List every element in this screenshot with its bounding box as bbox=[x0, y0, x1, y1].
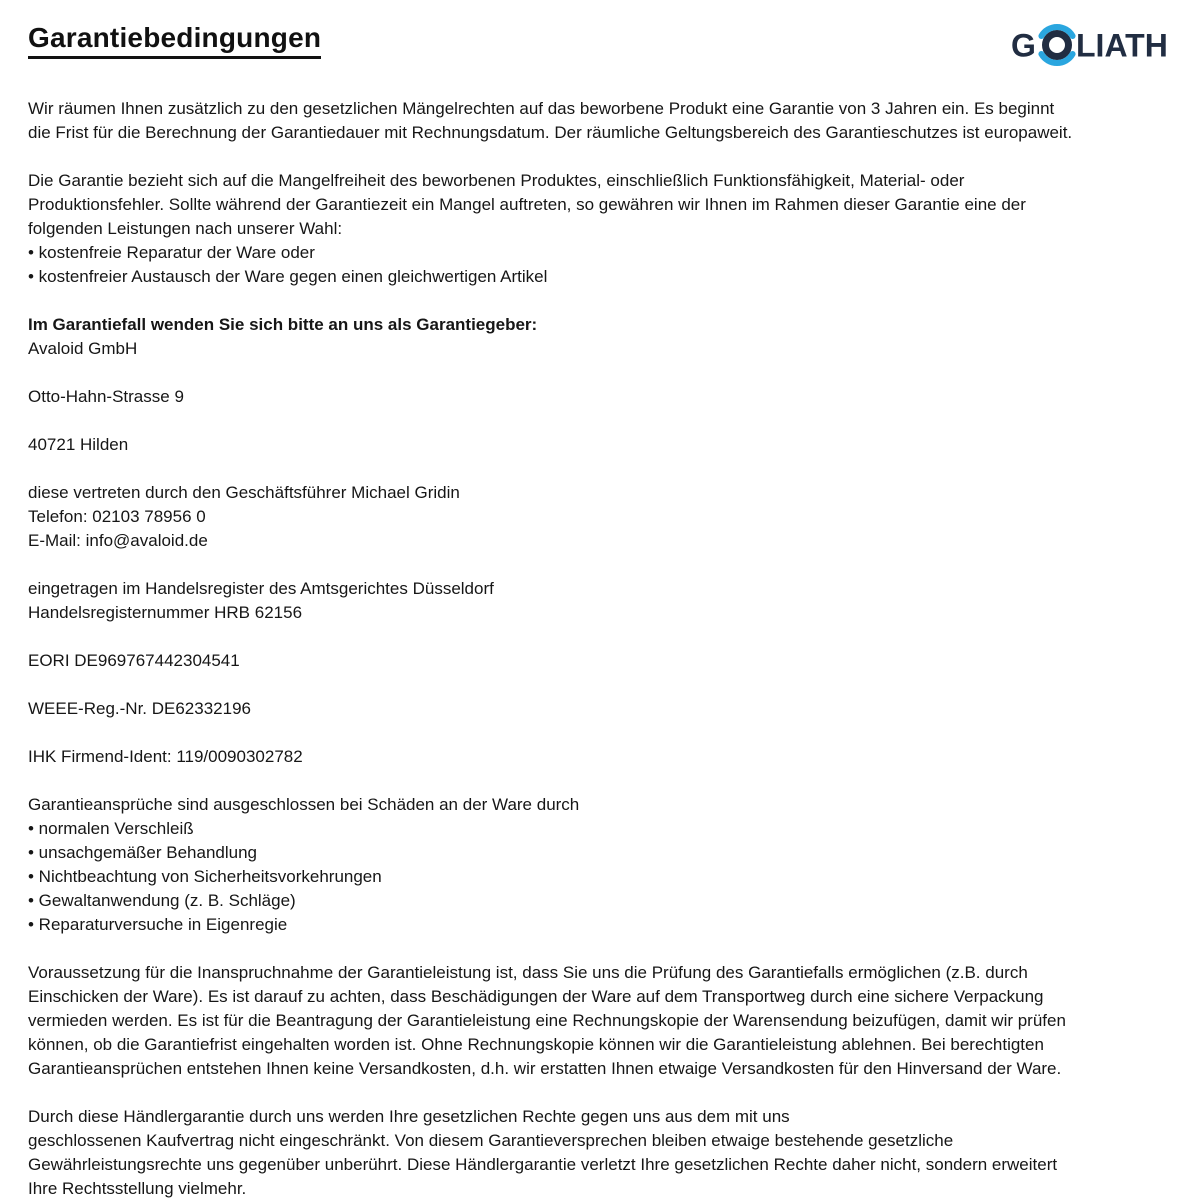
paragraph-exclusions bbox=[28, 793, 1172, 937]
text-line: eingetragen im Handelsregister des Amtsgerichtes Düsseldorf bbox=[28, 579, 494, 598]
guarantor-company: Avaloid GmbH bbox=[28, 339, 138, 358]
text-line: vermieden werden. Es ist für die Beantragung der Garantieleistung eine Rechnungskopie der Warensendung beizufügen, damit wir prüfen bbox=[28, 1011, 1066, 1030]
guarantor-heading: Im Garantiefall wenden Sie sich bitte an uns als Garantiegeber: bbox=[28, 315, 538, 334]
text-line: Die Garantie bezieht sich auf die Mangelfreiheit des beworbenen Produktes, einschließlich Funktionsfähigkeit, Material- oder bbox=[28, 171, 965, 190]
text-line: Garantieansprüche sind ausgeschlossen bei Schäden an der Ware durch bbox=[28, 795, 580, 814]
text-line: • unsachgemäßer Behandlung bbox=[28, 843, 257, 862]
paragraph-conditions bbox=[28, 961, 1172, 1081]
paragraph-register bbox=[28, 577, 1172, 625]
text-line: Telefon: 02103 78956 0 bbox=[28, 507, 206, 526]
paragraph-contact bbox=[28, 481, 1172, 553]
goliath-logo bbox=[1007, 14, 1177, 76]
text-line: E-Mail: info@avaloid.de bbox=[28, 531, 208, 550]
text-line: • Reparaturversuche in Eigenregie bbox=[28, 915, 288, 934]
text-line: die Frist für die Berechnung der Garantiedauer mit Rechnungsdatum. Der räumliche Geltungsbereich des Garantieschutzes ist europaweit. bbox=[28, 123, 1073, 142]
weee-number: WEEE-Reg.-Nr. DE62332196 bbox=[28, 699, 251, 718]
paragraph-street bbox=[28, 385, 1172, 409]
text-line: Handelsregisternummer HRB 62156 bbox=[28, 603, 303, 622]
text-line: diese vertreten durch den Geschäftsführer Michael Gridin bbox=[28, 483, 460, 502]
logo-letter-g: G bbox=[1011, 27, 1036, 64]
text-line: Einschicken der Ware). Es ist darauf zu achten, dass Beschädigungen der Ware auf dem Transportweg durch eine sichere Verpackung bbox=[28, 987, 1044, 1006]
paragraph-ihk bbox=[28, 745, 1172, 769]
eori-number: EORI DE969767442304541 bbox=[28, 651, 240, 670]
ihk-number: IHK Firmend-Ident: 119/0090302782 bbox=[28, 747, 303, 766]
paragraph-guarantor bbox=[28, 313, 1172, 361]
text-line: Gewährleistungsrechte uns gegenüber unberührt. Diese Händlergarantie verletzt Ihre gesetzlichen Rechte daher nicht, sondern erweitert bbox=[28, 1155, 1058, 1174]
text-line: Ihre Rechtsstellung vielmehr. bbox=[28, 1179, 247, 1198]
paragraph-warranty-scope bbox=[28, 169, 1172, 289]
text-line: • kostenfreier Austausch der Ware gegen einen gleichwertigen Artikel bbox=[28, 267, 548, 286]
text-line: Durch diese Händlergarantie durch uns werden Ihre gesetzlichen Rechte gegen uns aus dem mit uns bbox=[28, 1107, 790, 1126]
text-line: Produktionsfehler. Sollte während der Garantiezeit ein Mangel auftreten, so gewähren wir Ihnen im Rahmen dieser Garantie eine der bbox=[28, 195, 1026, 214]
text-line: • kostenfreie Reparatur der Ware oder bbox=[28, 243, 315, 262]
text-line: folgenden Leistungen nach unserer Wahl: bbox=[28, 219, 343, 238]
paragraph-eori bbox=[28, 649, 1172, 673]
postal-city: 40721 Hilden bbox=[28, 435, 129, 454]
logo-letters-liath: LIATH bbox=[1076, 27, 1168, 64]
text-line: können, ob die Garantiefrist eingehalten worden ist. Ohne Rechnungskopie können wir die Garantieleistung ablehnen. Bei berechtigten bbox=[28, 1035, 1044, 1054]
text-line: • normalen Verschleiß bbox=[28, 819, 194, 838]
street-address: Otto-Hahn-Strasse 9 bbox=[28, 387, 184, 406]
paragraph-legal-rights bbox=[28, 1105, 1172, 1200]
paragraph-city bbox=[28, 433, 1172, 457]
text-line: geschlossenen Kaufvertrag nicht eingeschränkt. Von diesem Garantieversprechen bleiben etwaige bestehende gesetzliche bbox=[28, 1131, 954, 1150]
document-body bbox=[28, 97, 1172, 1200]
text-line: Voraussetzung für die Inanspruchnahme der Garantieleistung ist, dass Sie uns die Prüfung des Garantiefalls ermöglichen (z.B. durch bbox=[28, 963, 1028, 982]
text-line: • Nichtbeachtung von Sicherheitsvorkehrungen bbox=[28, 867, 382, 886]
text-line: Wir räumen Ihnen zusätzlich zu den gesetzlichen Mängelrechten auf das beworbene Produkt eine Garantie von 3 Jahren ein. Es beginnt bbox=[28, 99, 1055, 118]
text-line: Garantieansprüchen entstehen Ihnen keine Versandkosten, d.h. wir erstatten Ihnen etwaige Versandkosten für den Hinversand der Ware. bbox=[28, 1059, 1062, 1078]
goliath-logo-icon bbox=[1007, 14, 1177, 76]
paragraph-weee bbox=[28, 697, 1172, 721]
logo-o-ring bbox=[1046, 34, 1069, 57]
page-title: Garantiebedingungen bbox=[28, 22, 321, 59]
paragraph-intro bbox=[28, 97, 1172, 145]
text-line: • Gewaltanwendung (z. B. Schläge) bbox=[28, 891, 296, 910]
